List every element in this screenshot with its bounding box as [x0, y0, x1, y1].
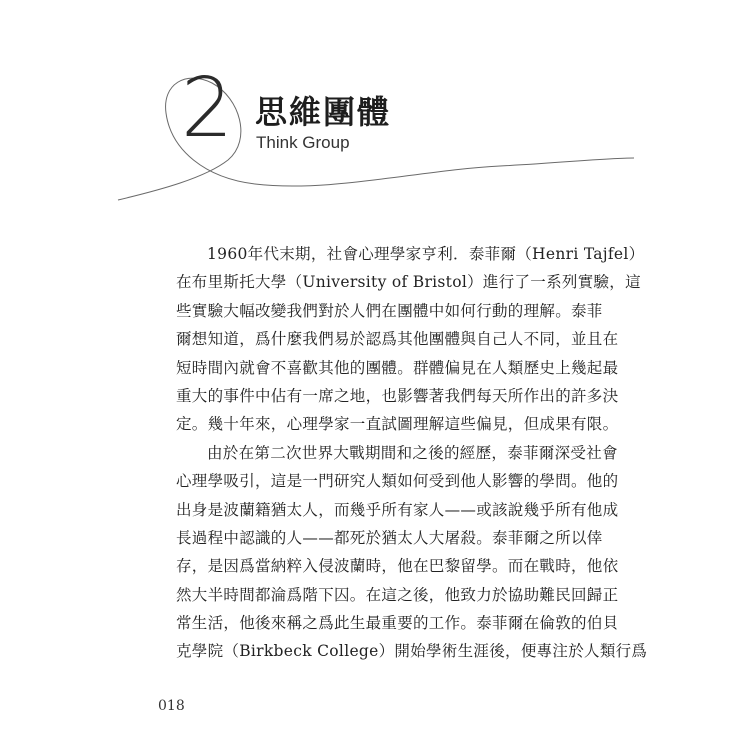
- chapter-title: 思維團體: [255, 93, 392, 131]
- text-line: 然大半時間都淪爲階下囚。在這之後，他致力於協助難民回歸正: [176, 585, 619, 604]
- text-line: 定。幾十年來，心理學家一直試圖理解這些偏見，但成果有限。: [176, 415, 619, 434]
- text-line: 在布里斯托大學（University of Bristol）進行了一系列實驗，這: [176, 273, 641, 292]
- text-line: 重大的事件中佔有一席之地，也影響著我們每天所作出的許多決: [176, 386, 619, 405]
- text-line: 存，是因爲當納粹入侵波蘭時，他在巴黎留學。而在戰時，他依: [176, 557, 619, 576]
- page-number: 018: [158, 698, 185, 714]
- chapter-subtitle: Think Group: [256, 133, 350, 152]
- chapter-number: 2: [181, 61, 234, 156]
- body-text: [176, 240, 648, 666]
- text-line: 心理學吸引，這是一門研究人類如何受到他人影響的學問。他的: [176, 472, 619, 491]
- text-line: 爾想知道，爲什麼我們易於認爲其他團體與自己人不同，並且在: [176, 330, 619, 349]
- text-line: 短時間內就會不喜歡其他的團體。群體偏見在人類歷史上幾起最: [176, 358, 619, 377]
- text-line: 1960年代末期，社會心理學家亨利．泰菲爾（Henri Tajfel）: [207, 245, 645, 263]
- text-line: 些實驗大幅改變我們對於人們在團體中如何行動的理解。泰菲: [176, 301, 603, 320]
- text-line: 常生活，他後來稱之爲此生最重要的工作。泰菲爾在倫敦的伯貝: [176, 614, 619, 633]
- chapter-header: [0, 0, 750, 220]
- text-line: 出身是波蘭籍猶太人，而幾乎所有家人——或該說幾乎所有他成: [176, 500, 619, 519]
- text-line: 克學院（Birkbeck College）開始學術生涯後，便專注於人類行爲: [176, 642, 648, 661]
- text-line: 長過程中認識的人——都死於猶太人大屠殺。泰菲爾之所以倖: [176, 528, 603, 547]
- text-line: 由於在第二次世界大戰期間和之後的經歷，泰菲爾深受社會: [207, 443, 618, 462]
